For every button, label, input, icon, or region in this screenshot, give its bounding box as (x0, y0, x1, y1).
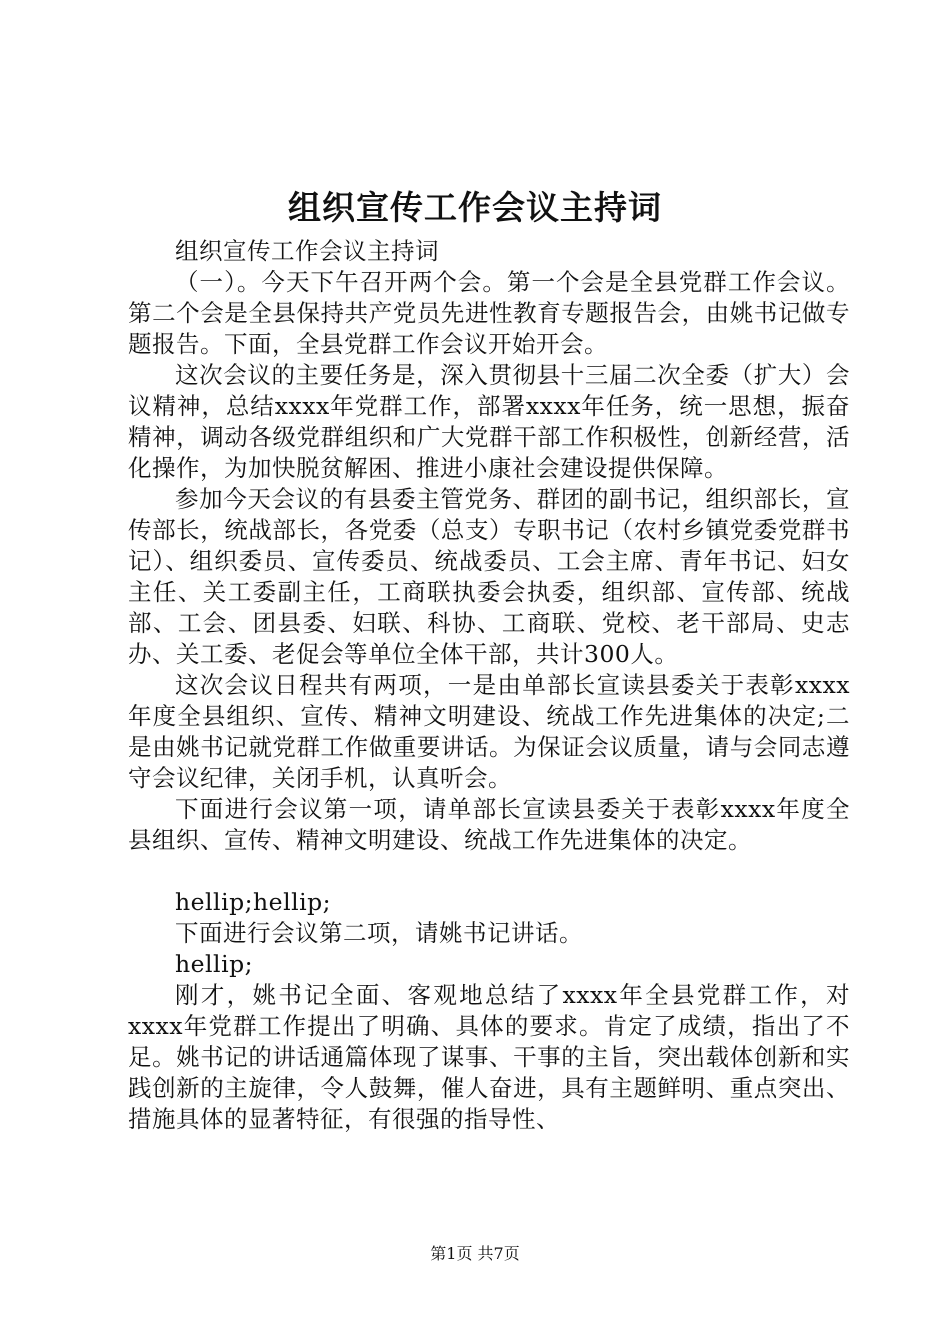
paragraph-subtitle: 组织宣传工作会议主持词 (175, 237, 439, 265)
paragraph: hellip;hellip; (175, 888, 332, 916)
document-title: 组织宣传工作会议主持词 (288, 188, 662, 227)
paragraph: 刚才，姚书记全面、客观地总结了xxxx年全县党群工作，对xxxx年党群工作提出了明确、具体的要求。肯定了成绩，指出了不足。姚书记的讲话通篇体现了谋事、干事的主旨，突出载体创新和实践创新的主旋律，令人鼓舞，催人奋进，具有主题鲜明、重点突出、措施具体的显著特征，有很强的指导性、 (128, 981, 850, 1133)
paragraph: 下面进行会议第一项，请单部长宣读县委关于表彰xxxx年度全县组织、宣传、精神文明建设、统战工作先进集体的决定。 (128, 795, 850, 854)
document-body (128, 236, 850, 1135)
page-number: 第1页 共7页 (430, 1244, 520, 1263)
paragraph: （一）。今天下午召开两个会。第一个会是全县党群工作会议。第二个会是全县保持共产党员先进性教育专题报告会，由姚书记做专题报告。下面，全县党群工作会议开始开会。 (128, 268, 850, 358)
paragraph: 下面进行会议第二项，请姚书记讲话。 (175, 919, 583, 947)
paragraph: 参加今天会议的有县委主管党务、群团的副书记，组织部长，宣传部长，统战部长，各党委（总支）专职书记（农村乡镇党委党群书记）、组织委员、宣传委员、统战委员、工会主席、青年书记、妇女主任、关工委副主任，工商联执委会执委，组织部、宣传部、统战部、工会、团县委、妇联、科协、工商联、党校、老干部局、史志办、关工委、老促会等单位全体干部，共计300人。 (128, 485, 850, 668)
paragraph: hellip; (175, 950, 254, 978)
paragraph: 这次会议的主要任务是，深入贯彻县十三届二次全委（扩大）会议精神，总结xxxx年党群工作，部署xxxx年任务，统一思想，振奋精神，调动各级党群组织和广大党群干部工作积极性，创新经营，活化操作，为加快脱贫解困、推进小康社会建设提供保障。 (128, 361, 850, 482)
paragraph: 这次会议日程共有两项，一是由单部长宣读县委关于表彰xxxx年度全县组织、宣传、精神文明建设、统战工作先进集体的决定;二是由姚书记就党群工作做重要讲话。为保证会议质量，请与会同志遵守会议纪律，关闭手机，认真听会。 (128, 671, 850, 792)
